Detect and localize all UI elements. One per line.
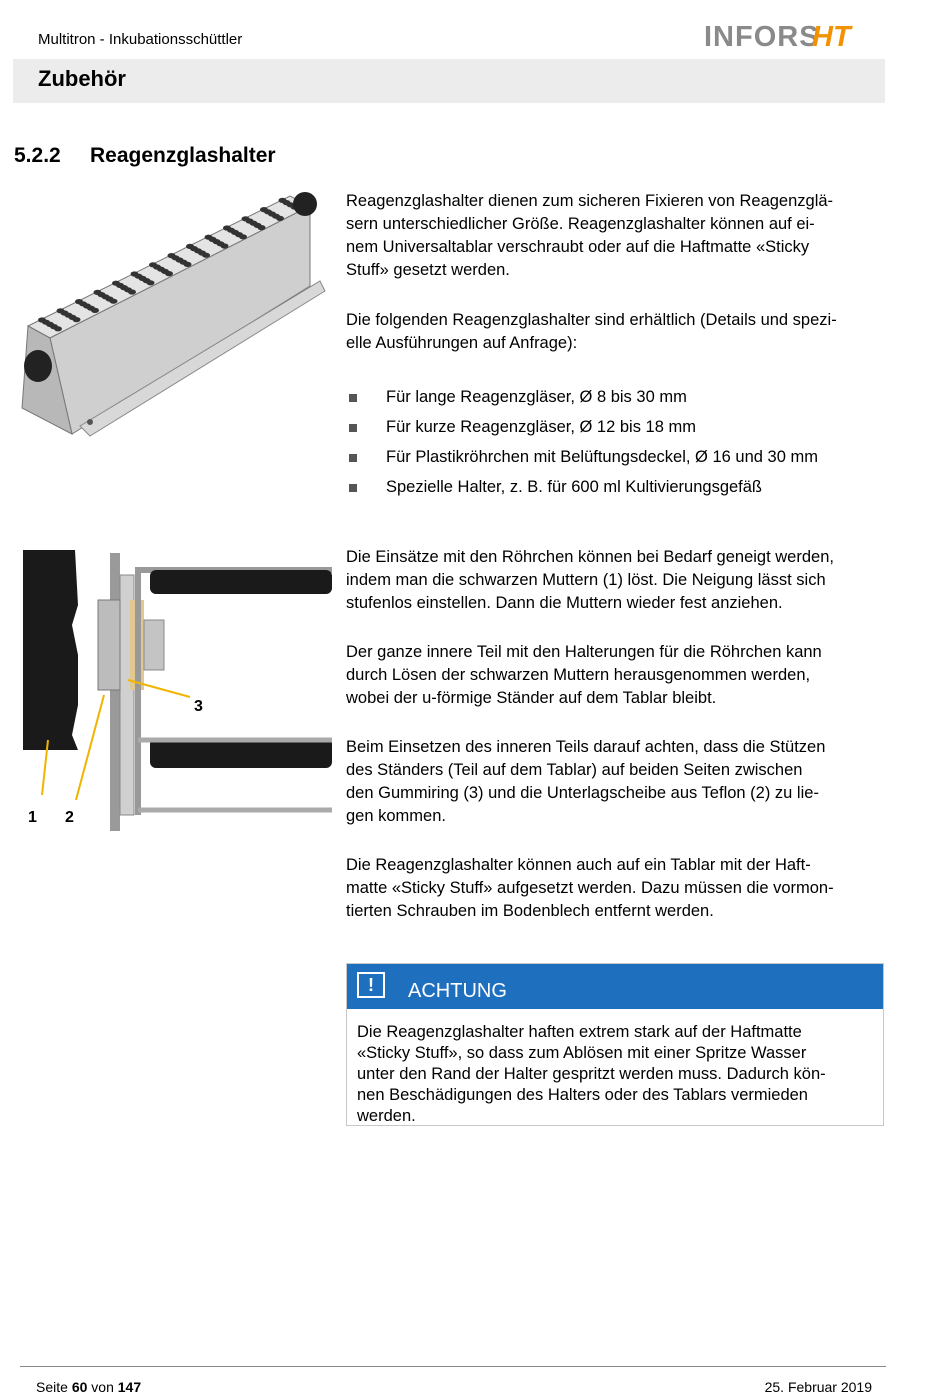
bullet-square-icon: [349, 454, 357, 462]
tilt-paragraph: Die Einsätze mit den Röhrchen können bei Bedarf geneigt werden, indem man die schwarzen Muttern (1) löst. Die Neigung lässt sich stufenlos einstellen. Dann die Muttern wieder fest anziehen.: [346, 548, 834, 612]
caution-title: ACHTUNG: [408, 980, 507, 1002]
rack-hole: [54, 326, 62, 331]
section-bar: [13, 59, 885, 103]
list-item: Für Plastikröhrchen mit Belüftungsdeckel, Ø 16 und 30 mm: [346, 446, 886, 476]
nut-assembly-detail-image: [20, 545, 332, 835]
callout-3: 3: [194, 698, 203, 715]
rack-hole: [221, 243, 229, 248]
section-title: Zubehör: [38, 66, 126, 91]
rack-hole: [110, 299, 118, 304]
infors-ht-logo: [704, 18, 864, 54]
caution-text: Die Reagenzglashalter haften extrem stark auf der Haftmatte «Sticky Stuff», so dass zum Ablösen mit einer Spritze Wasser unter den Rand der Halter gespritzt werden muss. Dadurch kön- nen Beschädigungen des Halters oder des Tablars vermieden werden.: [357, 1023, 826, 1125]
document-date: 25. Februar 2019: [764, 1379, 872, 1395]
rack-hole: [239, 234, 247, 239]
rack-hole: [258, 225, 266, 230]
document-title: Multitron - Inkubationsschüttler: [38, 31, 243, 48]
bullet-square-icon: [349, 424, 357, 432]
rack-hole: [128, 289, 136, 294]
rack-hole: [73, 317, 81, 322]
rack-hole: [202, 253, 210, 258]
logo-accent: HT: [812, 21, 851, 53]
list-item: Spezielle Halter, z. B. für 600 ml Kultivierungsgefäß: [346, 476, 886, 506]
sticky-stuff-paragraph: Die Reagenzglashalter können auch auf ein Tablar mit der Haft- matte «Sticky Stuff» aufgesetzt werden. Dazu müssen die vormon- tierten Schrauben im Bodenblech entfernt werden.: [346, 856, 834, 920]
heading-title: Reagenzglashalter: [90, 144, 276, 167]
availability-paragraph: Die folgenden Reagenzglashalter sind erhältlich (Details und spezi- elle Ausführungen auf Anfrage):: [346, 311, 837, 352]
logo-text: INFORS: [704, 21, 820, 53]
insertion-paragraph: Beim Einsetzen des inneren Teils darauf achten, dass die Stützen des Ständers (Teil auf dem Tablar) auf beiden Seiten zwischen den Gummiring (3) und die Unterlagscheibe aus Teflon (2) zu lie- gen kommen.: [346, 738, 826, 825]
footer-divider: [20, 1366, 886, 1367]
rack-hole: [184, 262, 192, 267]
caution-notice: [346, 963, 884, 1126]
rack-hole: [276, 216, 284, 221]
caution-header: [347, 964, 883, 1009]
rack-hole: [165, 271, 173, 276]
callout-1: 1: [28, 809, 37, 826]
warning-icon: !: [357, 972, 385, 998]
list-item: Für lange Reagenzgläser, Ø 8 bis 30 mm: [346, 386, 886, 416]
section-heading: [14, 144, 276, 168]
test-tube-rack-image: [20, 186, 332, 444]
rack-hole: [147, 280, 155, 285]
bullet-square-icon: [349, 394, 357, 402]
heading-number: 5.2.2: [14, 144, 61, 167]
rack-hole: [91, 308, 99, 313]
removal-paragraph: Der ganze innere Teil mit den Halterungen für die Röhrchen kann durch Lösen der schwarzen Muttern herausgenommen werden, wobei der u-förmige Ständer auf dem Tablar bleibt.: [346, 643, 822, 707]
page-number: Seite 60 von 147: [36, 1379, 142, 1395]
bullet-square-icon: [349, 484, 357, 492]
callout-2: 2: [65, 809, 74, 826]
holder-types-list: [346, 386, 886, 506]
intro-paragraph: Reagenzglashalter dienen zum sicheren Fixieren von Reagenzglä- sern unterschiedlicher Größe. Reagenzglashalter können auf ei- nem Universaltablar verschraubt oder auf die Haftmatte «Sticky Stuff» gesetzt werden.: [346, 192, 834, 279]
list-item: Für kurze Reagenzgläser, Ø 12 bis 18 mm: [346, 416, 886, 446]
